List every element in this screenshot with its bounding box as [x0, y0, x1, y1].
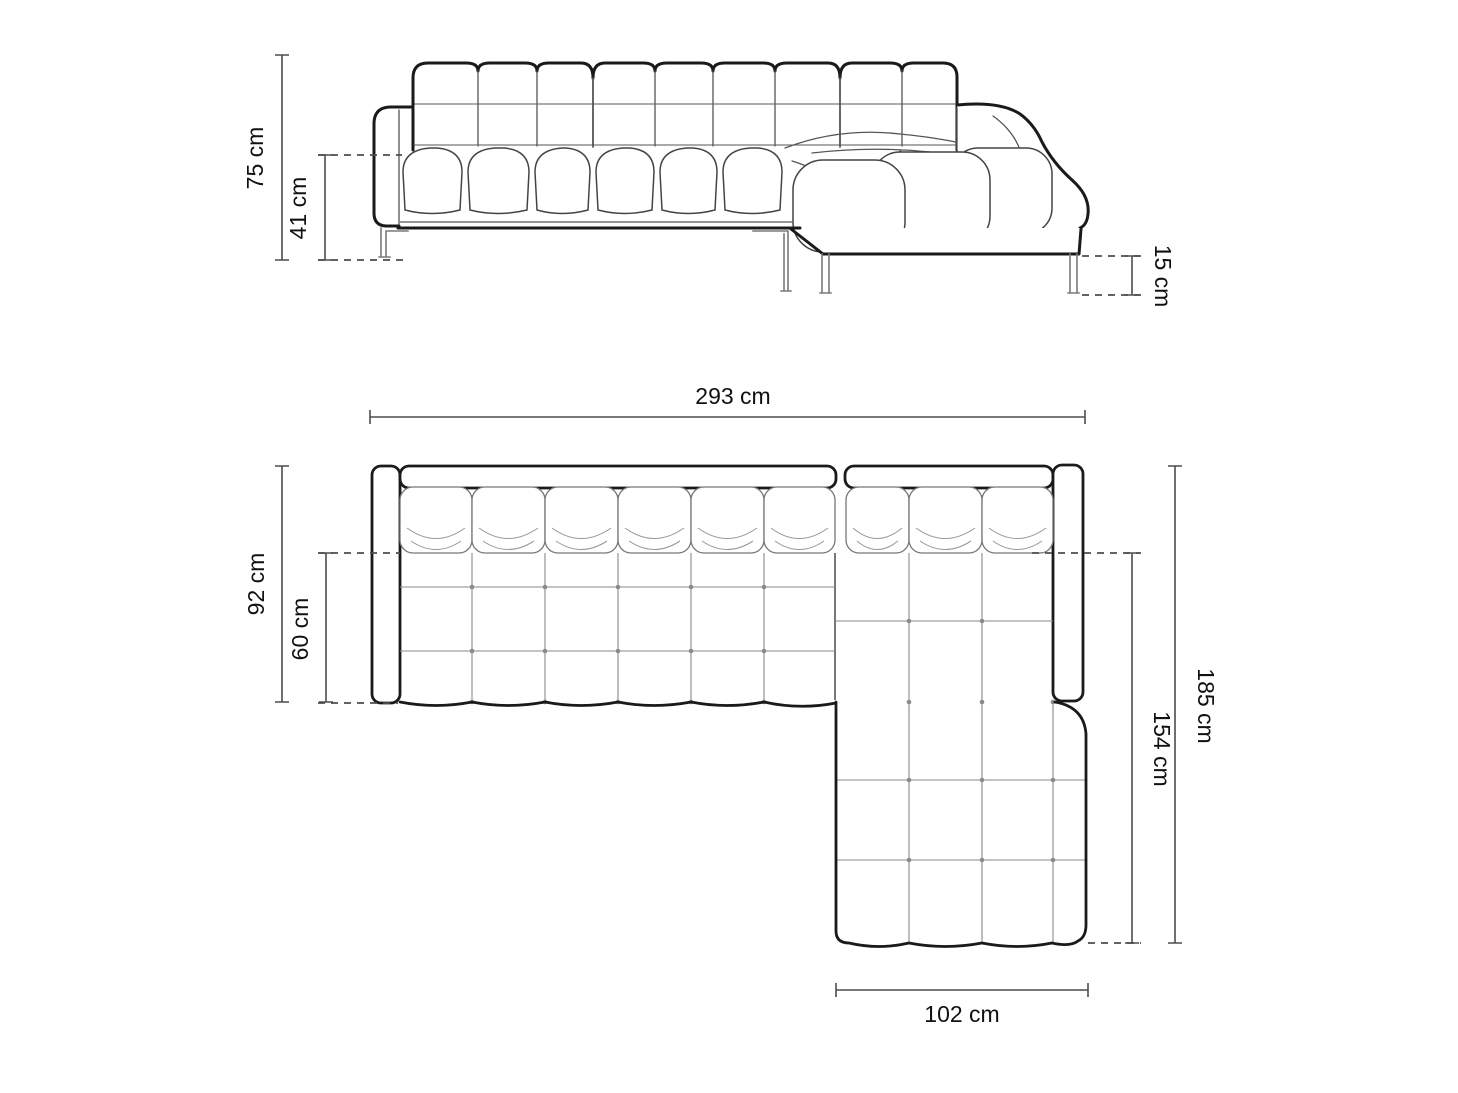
plan-left-armrest: [372, 466, 400, 703]
dim-line-41: [318, 155, 332, 260]
front-view: [242, 55, 1176, 307]
plan-back-band-right: [845, 466, 1053, 488]
dim-line-92: [275, 466, 289, 702]
dim-label-overall-width: 293 cm: [695, 383, 771, 409]
plan-back-band-left: [400, 466, 836, 488]
plan-right-armrest: [1053, 465, 1083, 701]
dim-line-102: [836, 983, 1088, 997]
plan-chaise-outline: [836, 702, 1086, 947]
dim-label-overall-depth: 185 cm: [1193, 668, 1219, 744]
front-base: [398, 222, 800, 228]
plan-outer-contour: [400, 702, 1086, 947]
dim-label-overall-height: 75 cm: [242, 126, 268, 190]
dim-line-15: [1125, 256, 1139, 295]
dim-line-293: [370, 410, 1085, 424]
front-backrest: [413, 63, 957, 150]
dim-label-chaise-width: 102 cm: [924, 1001, 1000, 1027]
dim-line-154: [1125, 553, 1139, 943]
dim-line-185: [1168, 466, 1182, 943]
dim-label-leg-height: 15 cm: [1150, 244, 1176, 308]
plan-back-cushions: [400, 487, 1053, 553]
front-seat-cushions: [403, 148, 782, 214]
front-chaise-base: [791, 228, 1081, 254]
dim-label-chaise-length: 154 cm: [1149, 711, 1175, 787]
dim-label-body-depth: 92 cm: [243, 552, 269, 616]
plan-tufting-dots: [470, 585, 1056, 863]
dim-line-60: [319, 553, 333, 702]
plan-view: [243, 383, 1219, 1027]
dim-label-seat-depth: 60 cm: [287, 597, 313, 661]
dim-label-seat-height: 41 cm: [285, 176, 311, 240]
plan-seat-grid: [400, 553, 1086, 943]
